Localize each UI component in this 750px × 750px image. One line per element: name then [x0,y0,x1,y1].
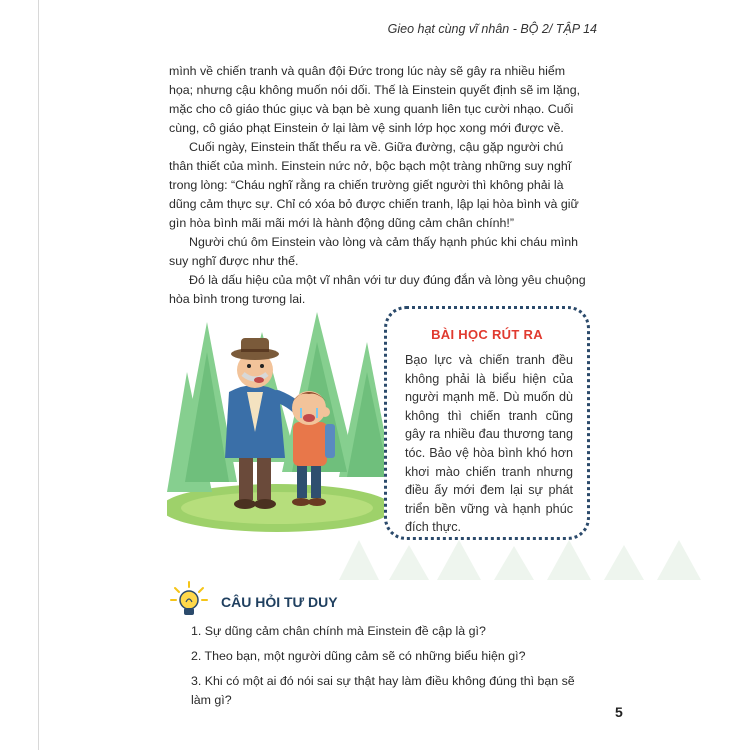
question-item: 3. Khi có một ai đó nói sai sự thật hay làm điều không đúng thì bạn sẽ làm gì? [191,674,575,707]
paragraph: Cuối ngày, Einstein thất thểu ra về. Giữa đường, cậu gặp người chú thân thiết của mình. Einstein nức nở, bộc bạch một tràng những suy nghĩ trong lòng: “Cháu nghĩ rằng ra chiến trường giết người thì không phải là dũng cảm thực sự. Chỉ có xóa bỏ được chiến tranh, lập lại hòa bình và giữ gìn hòa bình mãi mãi mới là hành động dũng cảm chân chính!” [169,140,579,230]
questions-list [191,622,591,716]
lesson-text: Bạo lực và chiến tranh đều không phải là biểu hiện của người mạnh mẽ. Dù muốn dù không thì chiến tranh cũng gây ra nhiều đau thương tang tóc. Bảo vệ hòa bình khó hơn khơi mào chiến tranh nhưng điều ấy mới đem lại sự phát triển bền vững và hạnh phúc đích thực. [405,353,573,535]
paragraph: mình về chiến tranh và quân đội Đức trong lúc này sẽ gây ra nhiều hiểm họa; nhưng cậu không muốn nói dối. Thế là Einstein quyết định sẽ im lặng, mặc cho cô giáo thúc giục và bạn bè xung quanh liên tục cười nhạo. Cuối cùng, cô giáo phạt Einstein ở lại làm vệ sinh lớp học xong mới được về. [169,64,581,135]
questions-title: CÂU HỎI TƯ DUY [221,594,338,610]
lesson-box [384,306,590,540]
forest-illustration [167,312,393,534]
running-header: Gieo hạt cùng vĩ nhân - BỘ 2/ TẬP 14 [387,22,597,36]
question-item: 1. Sự dũng cảm chân chính mà Einstein đề cập là gì? [191,624,486,638]
story-text [169,62,589,309]
paragraph: Đó là dấu hiệu của một vĩ nhân với tư duy đúng đắn và lòng yêu chuộng hòa bình trong tương lai. [169,273,586,306]
uncle-figure [225,338,303,509]
question-item: 2. Theo bạn, một người dũng cảm sẽ có những biểu hiện gì? [191,649,526,663]
lightbulb-icon [169,580,209,620]
page-number: 5 [615,704,623,720]
paragraph: Người chú ôm Einstein vào lòng và cảm thấy hạnh phúc khi cháu mình suy nghĩ được như thế. [169,235,579,268]
lesson-title: BÀI HỌC RÚT RA [431,327,543,342]
questions-header [169,578,589,624]
faint-trees-decoration [339,540,715,580]
book-page [38,0,715,750]
